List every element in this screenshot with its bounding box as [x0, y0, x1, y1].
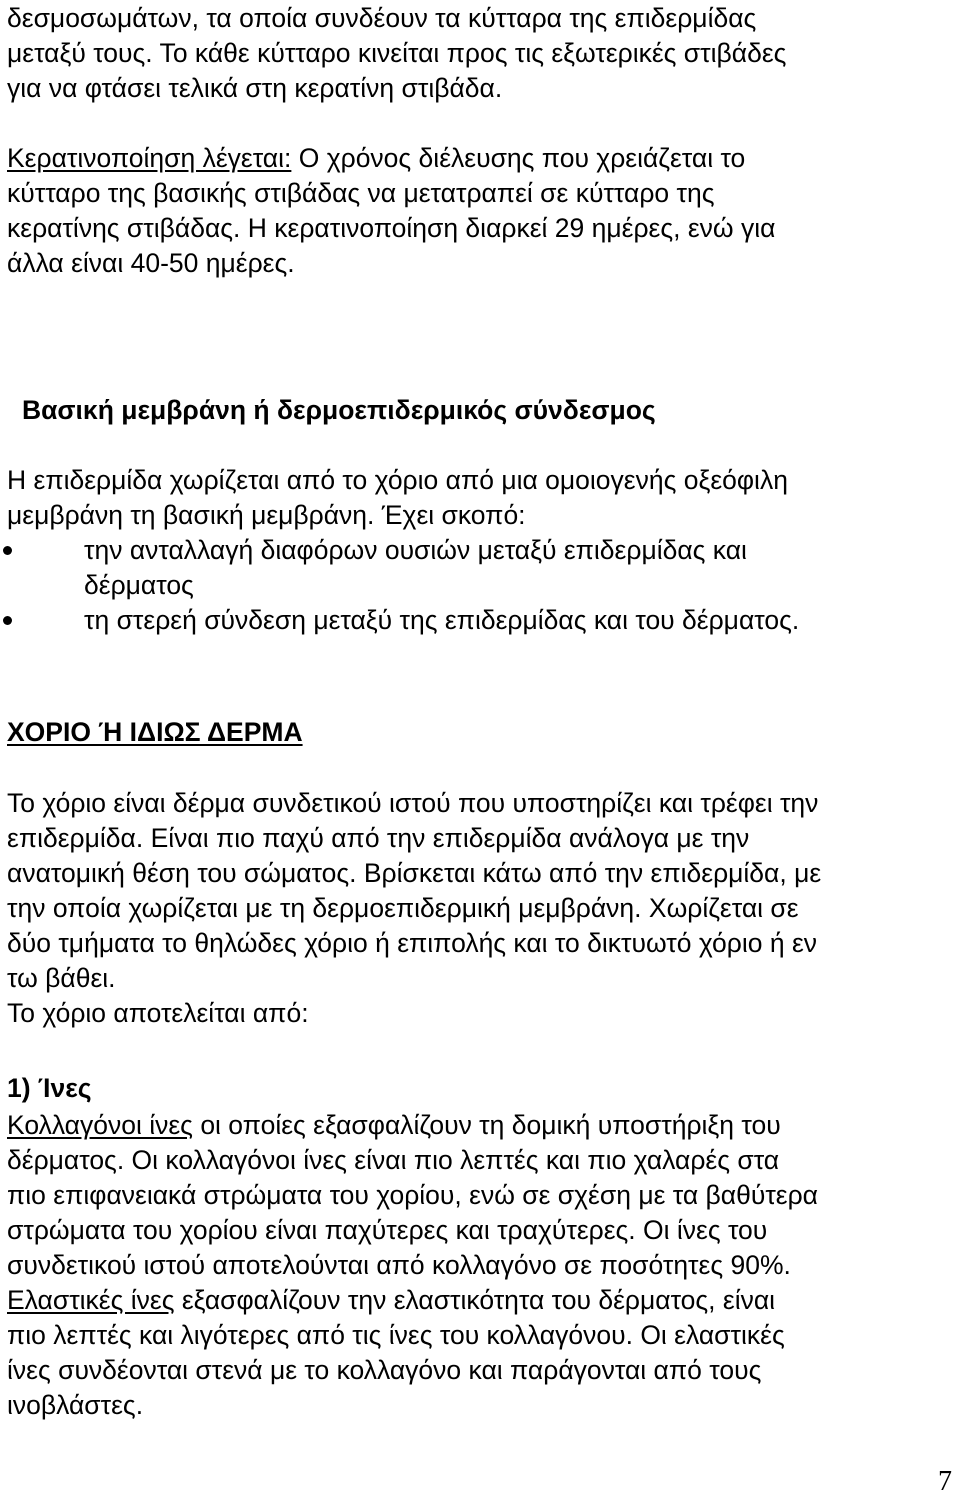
text-span: εξασφαλίζουν την ελαστικότητα του δέρματος, είναι [174, 1285, 776, 1315]
intro-paragraph [7, 1, 957, 106]
text-line: Το χόριο αποτελείται από: [7, 998, 309, 1028]
dermis-heading-text: ΧΟΡΙΟ Ή ΙΔΙΩΣ ΔΕΡΜΑ [7, 717, 303, 747]
bullet-icon [3, 616, 12, 625]
text-line: κερατίνης στιβάδας. Η κερατινοποίηση διαρκεί 29 ημέρες, ενώ για [7, 213, 776, 243]
text-line: ανατομική θέση του σώματος. Βρίσκεται κάτω από την επιδερμίδα, με [7, 858, 822, 888]
dermis-heading [7, 715, 957, 750]
text-line: δύο τμήματα το θηλώδες χόριο ή επιπολής και το δικτυωτό χόριο ή εν [7, 928, 818, 958]
text-line [7, 1283, 957, 1318]
text-span: Ο χρόνος διέλευσης που χρειάζεται το [291, 143, 746, 173]
fibers-paragraph [7, 1108, 957, 1423]
text-line: δέρματος [84, 570, 194, 600]
dermis-paragraph [7, 786, 957, 1031]
keratinization-term: Κερατινοποίηση λέγεται: [7, 143, 292, 173]
text-line: μεταξύ τους. Το κάθε κύτταρο κινείται προς τις εξωτερικές στιβάδες [7, 38, 787, 68]
text-line: Η επιδερμίδα χωρίζεται από το χόριο από μια ομοιογενής οξεόφιλη [7, 465, 788, 495]
text-line: για να φτάσει τελικά στη κερατίνη στιβάδα. [7, 73, 503, 103]
elastic-term: Ελαστικές ίνες [7, 1285, 175, 1315]
text-line: μεμβράνη τη βασική μεμβράνη. Έχει σκοπό: [7, 500, 526, 530]
text-line: την οποία χωρίζεται με τη δερμοεπιδερμική μεμβράνη. Χωρίζεται σε [7, 893, 799, 923]
text-line: την ανταλλαγή διαφόρων ουσιών μεταξύ επιδερμίδας και [84, 535, 747, 565]
text-line [7, 141, 957, 176]
bullet-icon [3, 546, 12, 555]
purpose-bullet-list [0, 533, 950, 638]
text-line: ίνες συνδέονται στενά με το κολλαγόνο και παράγονται από τους [7, 1355, 762, 1385]
text-line: δέρματος. Οι κολλαγόνοι ίνες είναι πιο λεπτές και πιο χαλαρές στα [7, 1145, 780, 1175]
basement-membrane-heading: Βασική μεμβράνη ή δερμοεπιδερμικός σύνδεσμος [22, 395, 656, 425]
keratinization-paragraph [7, 141, 957, 281]
text-line: δεσμοσωμάτων, τα οποία συνδέουν τα κύτταρα της επιδερμίδας [7, 3, 757, 33]
text-line: συνδετικού ιστού αποτελούνται από κολλαγόνο σε ποσότητες 90%. [7, 1250, 791, 1280]
text-line: στρώματα του χορίου είναι παχύτερες και τραχύτερες. Οι ίνες του [7, 1215, 768, 1245]
basement-membrane-paragraph [7, 463, 957, 533]
collagen-term: Κολλαγόνοι ίνες [7, 1110, 193, 1140]
page-number: 7 [938, 1466, 952, 1497]
text-line: τη στερεή σύνδεση μεταξύ της επιδερμίδας και του δέρματος. [84, 605, 800, 635]
text-line [7, 1108, 957, 1143]
text-line: τω βάθει. [7, 963, 116, 993]
bullet-item [0, 603, 950, 638]
text-line: ινοβλάστες. [7, 1390, 144, 1420]
text-span: οι οποίες εξασφαλίζουν τη δομική υποστήριξη του [192, 1110, 781, 1140]
text-line: πιο λεπτές και λιγότερες από τις ίνες του κολλαγόνου. Οι ελαστικές [7, 1320, 785, 1350]
text-line: κύτταρο της βασικής στιβάδας να μετατραπεί σε κύτταρο της [7, 178, 715, 208]
text-line: άλλα είναι 40-50 ημέρες. [7, 248, 295, 278]
fibers-heading: 1) Ίνες [7, 1073, 92, 1103]
text-line: πιο επιφανειακά στρώματα του χορίου, ενώ σε σχέση με τα βαθύτερα [7, 1180, 819, 1210]
text-line: Το χόριο είναι δέρμα συνδετικού ιστού που υποστηρίζει και τρέφει την [7, 788, 819, 818]
bullet-item [0, 533, 950, 603]
text-line: επιδερμίδα. Είναι πιο παχύ από την επιδερμίδα ανάλογα με την [7, 823, 750, 853]
